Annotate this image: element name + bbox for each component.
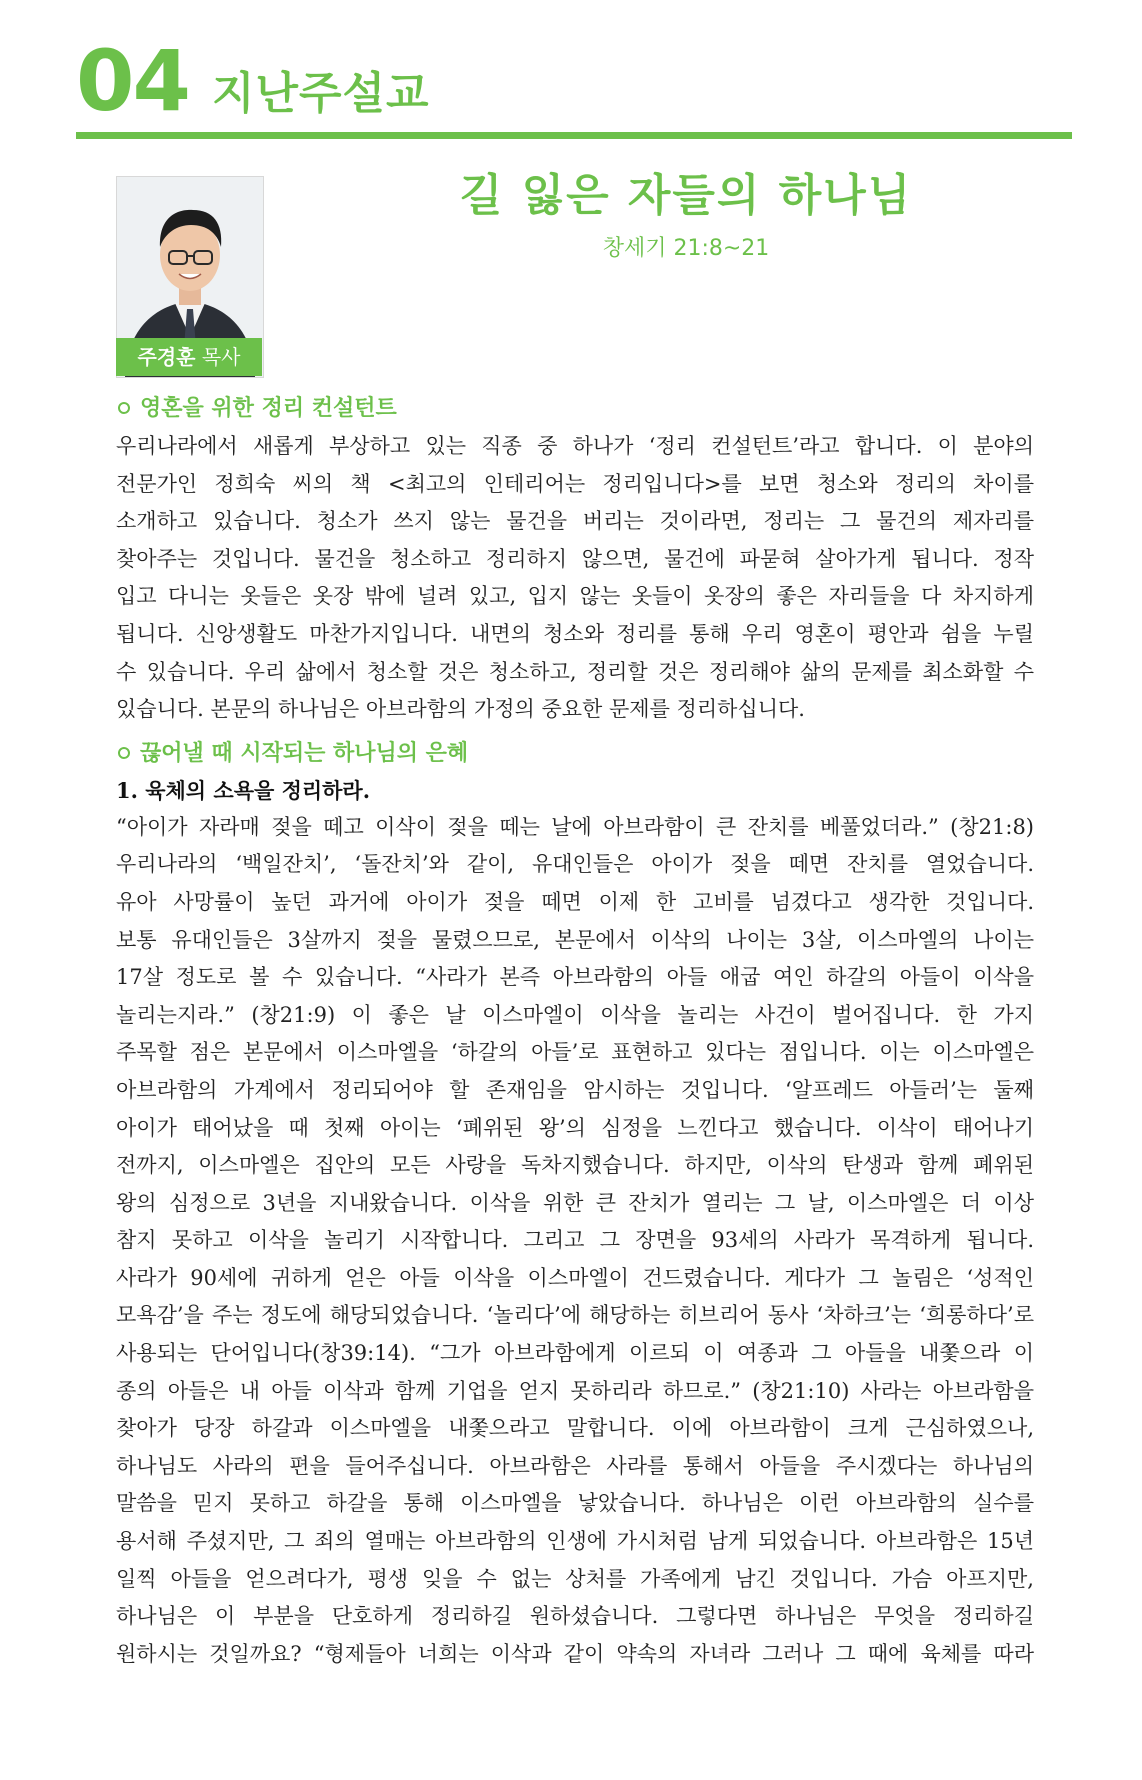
- body-text-line: 우리나라의 ‘백일잔치’, ‘돌잔치’와 같이, 유대인들은 아이가 젖을 떼면 잔치를 열었습니다.: [116, 852, 1034, 877]
- subheading-2: [116, 737, 1034, 771]
- body-text-line: 유아 사망률이 높던 과거에 아이가 젖을 떼면 이제 한 고비를 넘겼다고 생각한 것입니다.: [116, 889, 1034, 914]
- body-text-line: 입고 다니는 옷들은 옷장 밖에 널려 있고, 입지 않는 옷들이 옷장의 좋은 자리들을 다 차지하게: [116, 584, 1034, 609]
- sermon-body: [116, 392, 1034, 1673]
- body-text-line: 소개하고 있습니다. 청소가 쓰지 않는 물건을 버리는 것이라면, 정리는 그 물건의 제자리를: [116, 509, 1034, 534]
- body-text-line: 찾아가 당장 하갈과 이스마엘을 내쫓으라고 말합니다. 이에 아브라함이 크게 근심하였으나,: [116, 1416, 1034, 1441]
- sermon-title: 길 잃은 자들의 하나님: [459, 170, 913, 221]
- body-text-line: 전문가인 정희숙 씨의 책 <최고의 인테리어는 정리입니다>를 보면 청소와 정리의 차이를: [116, 471, 1034, 496]
- body-text-line: 아이가 태어났을 때 첫째 아이는 ‘폐위된 왕’의 심정을 느낀다고 했습니다. 이삭이 태어나기: [116, 1115, 1034, 1140]
- body-text-line: 모욕감’을 주는 정도에 해당되었습니다. ‘놀리다’에 해당하는 히브리어 동사 ‘차하크’는 ‘희롱하다’로: [116, 1303, 1034, 1328]
- body-text-line: “아이가 자라매 젖을 떼고 이삭이 젖을 떼는 날에 아브라함이 큰 잔치를 베풀었더라.” (창21:8): [116, 814, 1034, 839]
- subheading-1-text: 영혼을 위한 정리 컨설턴트: [140, 396, 397, 421]
- preacher-name: 주경훈: [137, 345, 196, 369]
- section-1-paragraph: [116, 428, 1034, 729]
- section-title: 지난주설교: [212, 68, 430, 119]
- header-divider: [76, 132, 1072, 139]
- body-text-line: 놀리는지라.” (창21:9) 이 좋은 날 이스마엘이 이삭을 놀리는 사건이 벌어집니다. 한 가지: [116, 1002, 1034, 1027]
- body-text-line: 있습니다. 본문의 하나님은 아브라함의 가정의 중요한 문제를 정리하십니다.: [116, 697, 805, 722]
- scripture-reference: 창세기 21:8~21: [602, 236, 770, 261]
- numbered-point-1: 1. 육체의 소욕을 정리하라.: [116, 777, 371, 803]
- body-text-line: 우리나라에서 새롭게 부상하고 있는 직종 중 하나가 ‘정리 컨설턴트’라고 합니다. 이 분야의: [116, 434, 1034, 458]
- circle-bullet-icon: [118, 747, 130, 759]
- body-text-line: 전까지, 이스마엘은 집안의 모든 사랑을 독차지했습니다. 하지만, 이삭의 탄생과 함께 폐위된: [116, 1153, 1034, 1178]
- page-header: [76, 32, 1072, 132]
- body-text-line: 종의 아들은 내 아들 이삭과 함께 기업을 얻지 못하리라 하므로.” (창21:10) 사라는 아브라함을: [116, 1378, 1034, 1403]
- body-text-line: 하나님도 사라의 편을 들어주십니다. 아브라함은 사라를 통해서 아들을 주시겠다는 하나님의: [116, 1453, 1034, 1478]
- body-text-line: 찾아주는 것입니다. 물건을 청소하고 정리하지 않으면, 물건에 파묻혀 살아가게 됩니다. 정작: [116, 546, 1034, 571]
- body-text-line: 17살 정도로 볼 수 있습니다. “사라가 본즉 아브라함의 아들 애굽 여인 하갈의 아들이 이삭을: [116, 965, 1034, 990]
- body-text-line: 아브라함의 가계에서 정리되어야 할 존재임을 암시하는 것입니다. ‘알프레드 아들러’는 둘째: [116, 1077, 1034, 1102]
- subheading-1: [116, 392, 1034, 426]
- preacher-name-badge: [116, 338, 262, 376]
- body-text-line: 수 있습니다. 우리 삶에서 청소할 것은 청소하고, 정리할 것은 정리해야 삶의 문제를 최소화할 수: [116, 659, 1034, 684]
- body-text-line: 사라가 90세에 귀하게 얻은 아들 이삭을 이스마엘이 건드렸습니다. 게다가 그 놀림은 ‘성적인: [116, 1265, 1034, 1290]
- body-text-line: 됩니다. 신앙생활도 마찬가지입니다. 내면의 청소와 정리를 통해 우리 영혼이 평안과 쉼을 누릴: [116, 621, 1034, 646]
- body-text-line: 사용되는 단어입니다(창39:14). “그가 아브라함에게 이르되 이 여종과 그 아들을 내쫓으라 이: [116, 1341, 1034, 1366]
- body-text-line: 말씀을 믿지 못하고 하갈을 통해 이스마엘을 낳았습니다. 하나님은 이런 아브라함의 실수를: [116, 1491, 1034, 1516]
- preacher-role: 목사: [201, 345, 241, 369]
- section-number: 04: [76, 32, 189, 130]
- body-text-line: 용서해 주셨지만, 그 죄의 열매는 아브라함의 인생에 가시처럼 남게 되었습니다. 아브라함은 15년: [116, 1529, 1034, 1554]
- body-text-line: 왕의 심정으로 3년을 지내왔습니다. 이삭을 위한 큰 잔치가 열리는 그 날, 이스마엘은 더 이상: [116, 1190, 1034, 1215]
- body-text-line: 원하시는 것일까요? “형제들아 너희는 이삭과 같이 약속의 자녀라 그러나 그 때에 육체를 따라: [116, 1641, 1034, 1666]
- body-text-line: 하나님은 이 부분을 단호하게 정리하길 원하셨습니다. 그렇다면 하나님은 무엇을 정리하길: [116, 1604, 1034, 1629]
- circle-bullet-icon: [118, 402, 130, 414]
- body-text-line: 주목할 점은 본문에서 이스마엘을 ‘하갈의 아들’로 표현하고 있다는 점입니다. 이는 이스마엘은: [116, 1040, 1034, 1065]
- body-text-line: 참지 못하고 이삭을 놀리기 시작합니다. 그리고 그 장면을 93세의 사라가 목격하게 됩니다.: [116, 1228, 1034, 1253]
- section-2-paragraph: [116, 809, 1034, 1674]
- body-text-line: 일찍 아들을 얻으려다가, 평생 잊을 수 없는 상처를 가족에게 남긴 것입니다. 가슴 아프지만,: [116, 1566, 1034, 1591]
- body-text-line: 보통 유대인들은 3살까지 젖을 물렸으므로, 본문에서 이삭의 나이는 3살, 이스마엘의 나이는: [116, 927, 1034, 952]
- subheading-2-text: 끊어낼 때 시작되는 하나님의 은혜: [140, 740, 469, 766]
